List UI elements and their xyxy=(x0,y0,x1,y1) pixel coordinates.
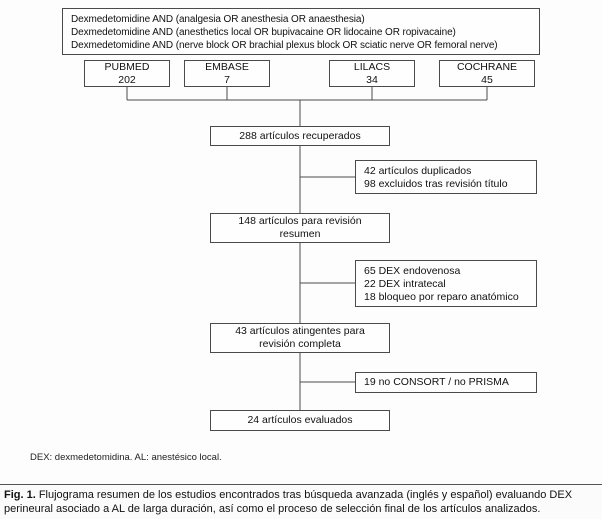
search-query-line: Dexmedetomidine AND (analgesia OR anesthesia OR anaesthesia) xyxy=(71,14,365,25)
flow-box-abstract-review xyxy=(210,213,390,243)
excluded-line: 42 artículos duplicados xyxy=(364,165,472,177)
database-box-pubmed xyxy=(84,60,170,87)
excluded-line: 22 DEX intratecal xyxy=(364,278,446,290)
database-box-embase xyxy=(184,60,270,87)
excluded-line: 18 bloqueo por reparo anatómico xyxy=(364,291,519,303)
flow-box-text: 24 artículos evaluados xyxy=(247,414,353,426)
figure-caption-label: Fig. 1. xyxy=(4,489,36,501)
excluded-line: 19 no CONSORT / no PRISMA xyxy=(364,376,509,388)
abbreviations-footnote: DEX: dexmedetomidina. AL: anestésico local. xyxy=(30,452,222,463)
database-name: EMBASE xyxy=(205,60,249,73)
database-box-lilacs xyxy=(329,60,415,87)
search-query-line: Dexmedetomidine AND (nerve block OR brachial plexus block OR sciatic nerve OR femoral nerve) xyxy=(71,40,498,51)
flow-box-evaluated xyxy=(210,410,390,431)
flow-box-text: 288 artículos recuperados xyxy=(239,129,361,142)
search-strategy-box xyxy=(62,8,540,55)
flow-box-excluded-type xyxy=(355,260,537,307)
database-count: 7 xyxy=(224,73,230,86)
flow-box-recovered xyxy=(210,126,390,146)
flow-box-full-review xyxy=(210,323,390,353)
excluded-line: 98 excluidos tras revisión título xyxy=(364,178,508,190)
database-name: PUBMED xyxy=(104,60,150,73)
flow-box-excluded-reporting xyxy=(355,372,537,393)
excluded-line: 65 DEX endovenosa xyxy=(364,265,461,277)
flow-box-text: 148 artículos para revisión resumen xyxy=(238,215,362,240)
database-count: 202 xyxy=(118,73,136,86)
flow-box-text: 43 artículos atingentes para revisión completa xyxy=(235,325,365,350)
flow-box-excluded-title xyxy=(355,160,537,194)
database-count: 45 xyxy=(481,73,493,86)
database-name: LILACS xyxy=(353,60,391,73)
database-box-cochrane xyxy=(439,60,535,87)
database-name: COCHRANE xyxy=(456,60,518,73)
database-count: 34 xyxy=(366,73,378,86)
figure-caption xyxy=(0,484,602,519)
search-query-line: Dexmedetomidine AND (anesthetics local OR bupivacaine OR lidocaine OR ropivacaine) xyxy=(71,27,456,38)
figure-caption-text: Flujograma resumen de los estudios encontrados tras búsqueda avanzada (inglés y español) evaluando DEX perineural asociado a AL de larga duración, así como el proceso de selección final de los artículos analizados. xyxy=(4,489,573,515)
